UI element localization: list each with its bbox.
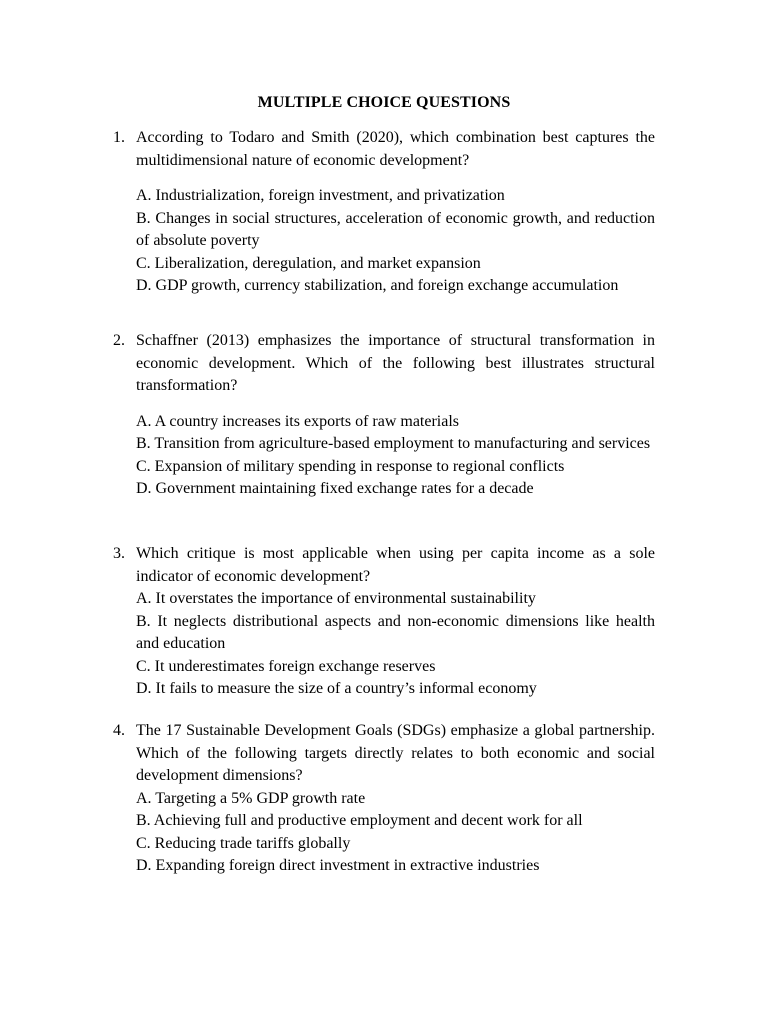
question-text: According to Todaro and Smith (2020), which combination best captures the multidimensional nature of economic development? xyxy=(136,129,655,169)
question-number: 4. xyxy=(113,722,125,739)
question-number: 1. xyxy=(113,129,125,146)
options-list xyxy=(136,185,655,298)
option-d: D. Expanding foreign direct investment in extractive industries xyxy=(136,857,540,874)
question-stem xyxy=(113,720,655,788)
question-stem xyxy=(113,127,655,172)
option-a: A. A country increases its exports of raw materials xyxy=(136,412,460,430)
page-title: MULTIPLE CHOICE QUESTIONS xyxy=(257,94,511,111)
question-stem xyxy=(113,543,655,588)
option-c: C. Expansion of military spending in response to regional conflicts xyxy=(136,457,565,475)
question-number: 2. xyxy=(113,332,125,349)
options-list xyxy=(136,588,655,701)
question-1 xyxy=(113,127,655,298)
options-list xyxy=(136,788,655,878)
option-d: D. Government maintaining fixed exchange rates for a decade xyxy=(136,480,534,497)
question-3 xyxy=(113,543,655,701)
option-b: B. It neglects distributional aspects and non-economic dimensions like health and education xyxy=(136,612,655,652)
option-c: C. Reducing trade tariffs globally xyxy=(136,834,351,852)
question-4 xyxy=(113,720,655,878)
question-text: Schaffner (2013) emphasizes the importance of structural transformation in economic development. Which of the following best illustrates structural transformation? xyxy=(136,332,655,394)
question-stem xyxy=(113,330,655,398)
option-d: D. It fails to measure the size of a country’s informal economy xyxy=(136,680,537,697)
option-c: C. It underestimates foreign exchange reserves xyxy=(136,657,436,675)
option-a: A. Industrialization, foreign investment, and privatization xyxy=(136,187,505,204)
question-text: Which critique is most applicable when using per capita income as a sole indicator of economic development? xyxy=(136,545,655,585)
option-a: A. Targeting a 5% GDP growth rate xyxy=(136,789,366,807)
question-text: The 17 Sustainable Development Goals (SDGs) emphasize a global partnership. Which of the following targets directly relates to both economic and social development dimensions? xyxy=(136,722,655,784)
option-b: B. Transition from agriculture-based employment to manufacturing and services xyxy=(136,435,651,452)
option-b: B. Achieving full and productive employment and decent work for all xyxy=(136,812,583,829)
question-2 xyxy=(113,330,655,501)
option-d: D. GDP growth, currency stabilization, and foreign exchange accumulation xyxy=(136,277,619,294)
option-a: A. It overstates the importance of environmental sustainability xyxy=(136,590,536,607)
option-b: B. Changes in social structures, acceleration of economic growth, and reduction of absolute poverty xyxy=(136,209,655,249)
options-list xyxy=(136,411,655,501)
question-number: 3. xyxy=(113,545,125,562)
option-c: C. Liberalization, deregulation, and market expansion xyxy=(136,254,481,272)
